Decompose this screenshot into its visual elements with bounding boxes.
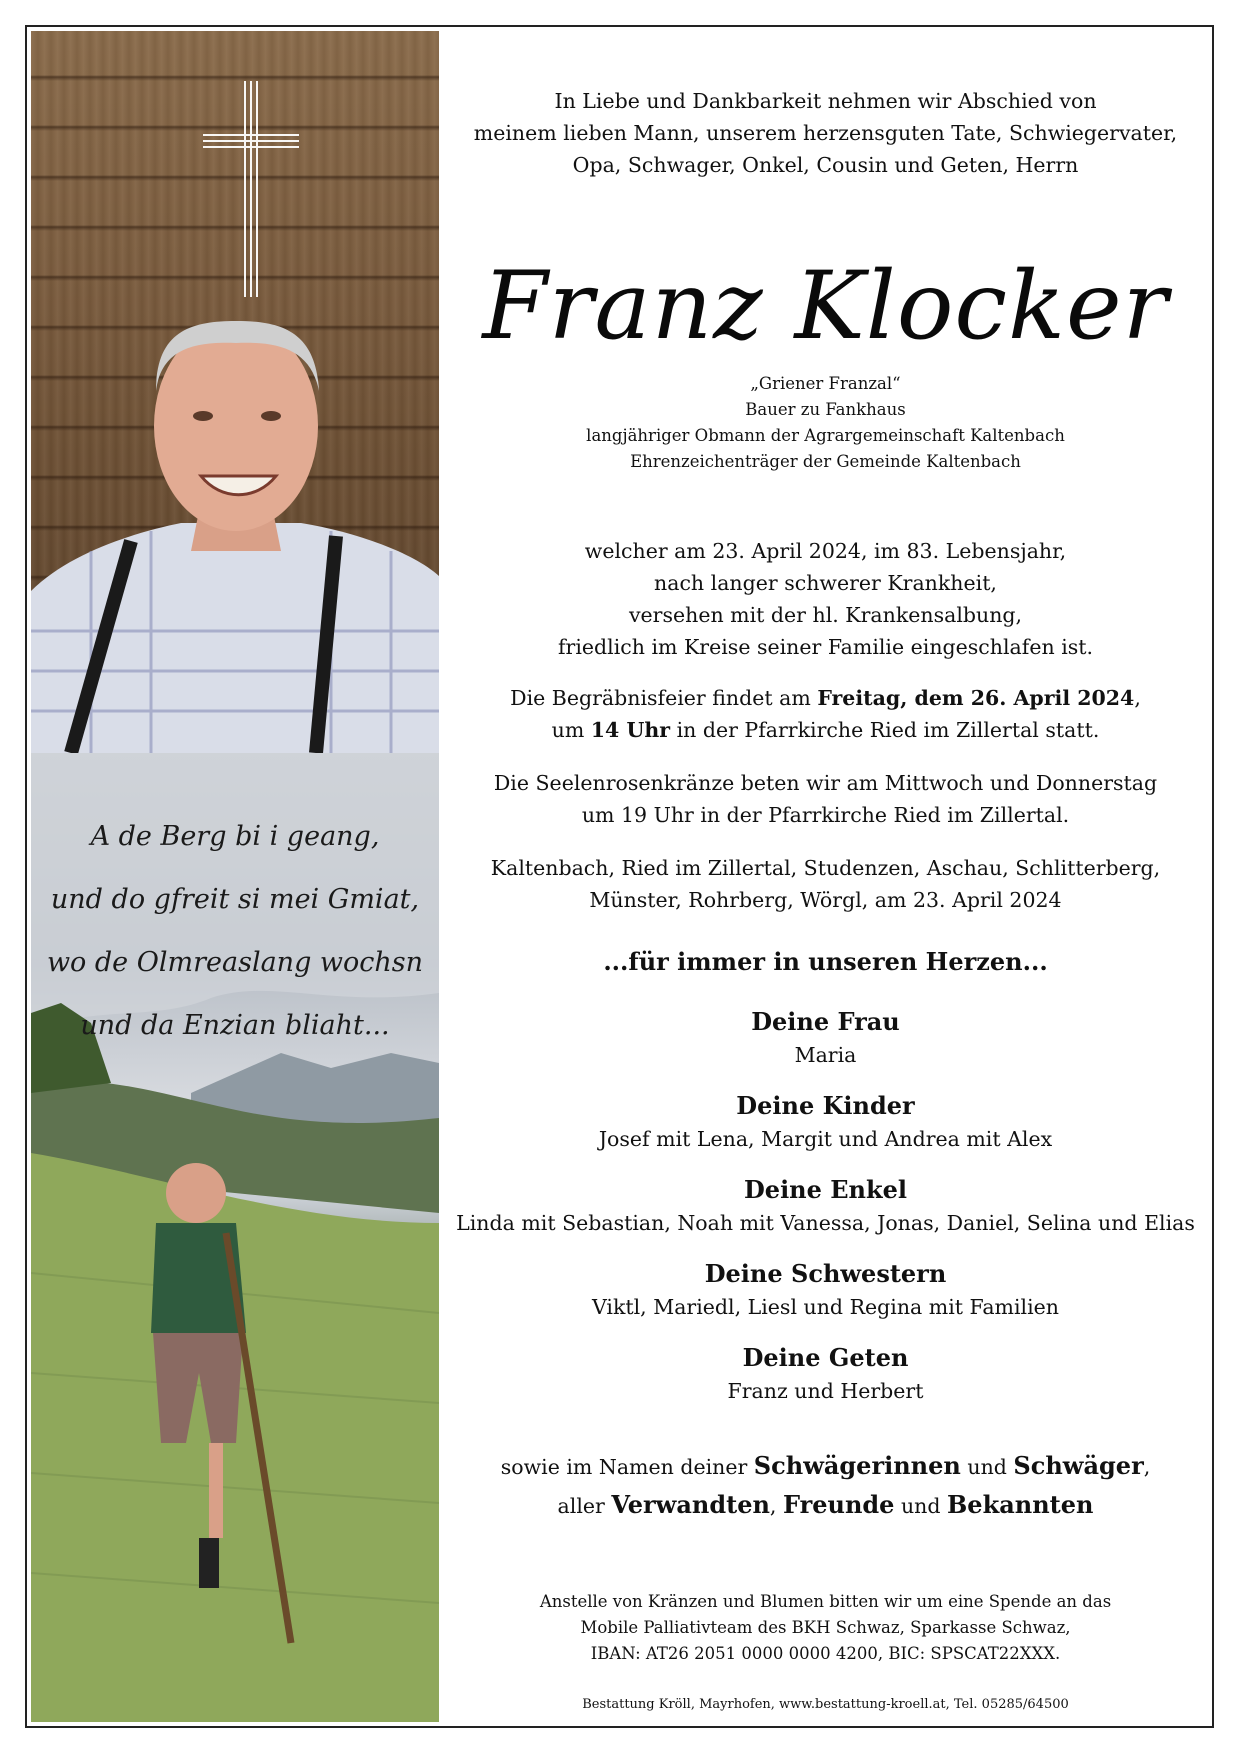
portrait-photo bbox=[31, 31, 439, 753]
bold-text: Bekannten bbox=[947, 1490, 1094, 1519]
note-line: Anstelle von Kränzen und Blumen bitten wir um eine Spende an das bbox=[539, 1592, 1112, 1611]
family-names: Viktl, Mariedl, Liesl und Regina mit Familien bbox=[591, 1295, 1060, 1319]
undertaker-footer: Bestattung Kröll, Mayrhofen, www.bestattung-kroell.at, Tel. 05285/64500 bbox=[582, 1697, 1069, 1712]
funeral-time: 14 Uhr bbox=[590, 718, 671, 742]
death-line: versehen mit der hl. Krankensalbung, bbox=[628, 603, 1023, 627]
bold-text: Schwägerinnen bbox=[753, 1451, 961, 1480]
text: , bbox=[1143, 1455, 1151, 1479]
text: sowie im Namen deiner bbox=[500, 1455, 754, 1479]
family-title: Deine Kinder bbox=[736, 1091, 915, 1120]
bold-text: Schwäger bbox=[1013, 1451, 1144, 1480]
place-line: Kaltenbach, Ried im Zillertal, Studenzen, Aschau, Schlitterberg, bbox=[490, 856, 1161, 880]
intro-line: meinem lieben Mann, unserem herzensguten Tate, Schwiegervater, bbox=[473, 121, 1178, 145]
family-list bbox=[439, 1005, 1212, 1425]
title-line: Ehrenzeichenträger der Gemeinde Kaltenbach bbox=[630, 452, 1021, 471]
funeral-post: , bbox=[1134, 686, 1141, 710]
funeral-pre: Die Begräbnisfeier findet am bbox=[510, 686, 818, 710]
note-line: IBAN: AT26 2051 0000 0000 4200, BIC: SPSCAT22XXX. bbox=[590, 1644, 1061, 1663]
family-names: Franz und Herbert bbox=[727, 1379, 924, 1403]
intro-text bbox=[439, 85, 1212, 181]
poem-line: A de Berg bi i geang, bbox=[90, 821, 380, 852]
place-line: Münster, Rohrberg, Wörgl, am 23. April 2024 bbox=[589, 888, 1062, 912]
funeral-info bbox=[439, 682, 1212, 746]
poem bbox=[31, 805, 439, 1057]
note-line: Mobile Palliativteam des BKH Schwaz, Sparkasse Schwaz, bbox=[580, 1618, 1071, 1637]
family-title: Deine Frau bbox=[751, 1007, 900, 1036]
relatives-line-2 bbox=[439, 1486, 1212, 1525]
poem-line: wo de Olmreaslang wochsn bbox=[46, 947, 424, 978]
family-title: Deine Geten bbox=[742, 1343, 909, 1372]
family-names: Linda mit Sebastian, Noah mit Vanessa, Jonas, Daniel, Selina und Elias bbox=[456, 1211, 1195, 1235]
text: und bbox=[894, 1494, 948, 1518]
place-date bbox=[439, 852, 1212, 916]
relatives-line-1 bbox=[439, 1447, 1212, 1486]
death-line: welcher am 23. April 2024, im 83. Lebensjahr, bbox=[584, 539, 1067, 563]
funeral-date: Freitag, dem 26. April 2024 bbox=[817, 686, 1135, 710]
poem-line: und do gfreit si mei Gmiat, bbox=[50, 884, 420, 915]
death-notice bbox=[439, 535, 1212, 663]
death-line: friedlich im Kreise seiner Familie eingeschlafen ist. bbox=[557, 635, 1094, 659]
donation-note bbox=[439, 1589, 1212, 1667]
funeral-line-1 bbox=[439, 682, 1212, 714]
text: , bbox=[769, 1494, 783, 1518]
left-photo-column bbox=[31, 31, 439, 1722]
text-column bbox=[439, 27, 1212, 1726]
intro-line: In Liebe und Dankbarkeit nehmen wir Abschied von bbox=[554, 89, 1097, 113]
deceased-name: Franz Klocker bbox=[482, 252, 1169, 361]
intro-line: Opa, Schwager, Onkel, Cousin und Geten, Herrn bbox=[572, 153, 1079, 177]
funeral-line-2 bbox=[439, 714, 1212, 746]
rosary-line: Die Seelenrosenkränze beten wir am Mittwoch und Donnerstag bbox=[493, 771, 1158, 795]
relatives-mention bbox=[439, 1447, 1212, 1525]
poem-line: und da Enzian bliaht... bbox=[80, 1010, 390, 1041]
text: und bbox=[960, 1455, 1014, 1479]
rosary-line: um 19 Uhr in der Pfarrkirche Ried im Zillertal. bbox=[581, 803, 1070, 827]
nickname: „Griener Franzal“ bbox=[750, 374, 901, 393]
death-line: nach langer schwerer Krankheit, bbox=[654, 571, 997, 595]
landscape-photo bbox=[31, 753, 439, 1722]
title-line: langjähriger Obmann der Agrargemeinschaft Kaltenbach bbox=[586, 426, 1065, 445]
funeral-pre2: um bbox=[551, 718, 591, 742]
man-portrait-illustration bbox=[31, 31, 439, 753]
family-names: Maria bbox=[794, 1043, 857, 1067]
family-title: Deine Schwestern bbox=[704, 1259, 947, 1288]
funeral-post2: in der Pfarrkirche Ried im Zillertal statt. bbox=[670, 718, 1100, 742]
family-title: Deine Enkel bbox=[743, 1175, 908, 1204]
rosary-info bbox=[439, 767, 1212, 831]
family-names: Josef mit Lena, Margit und Andrea mit Alex bbox=[598, 1127, 1053, 1151]
title-line: Bauer zu Fankhaus bbox=[745, 400, 906, 419]
bold-text: Freunde bbox=[782, 1490, 895, 1519]
in-our-hearts: ...für immer in unseren Herzen... bbox=[603, 947, 1048, 976]
obituary-frame bbox=[25, 25, 1214, 1728]
text: aller bbox=[557, 1494, 612, 1518]
deceased-titles bbox=[439, 371, 1212, 475]
bold-text: Verwandten bbox=[611, 1490, 770, 1519]
